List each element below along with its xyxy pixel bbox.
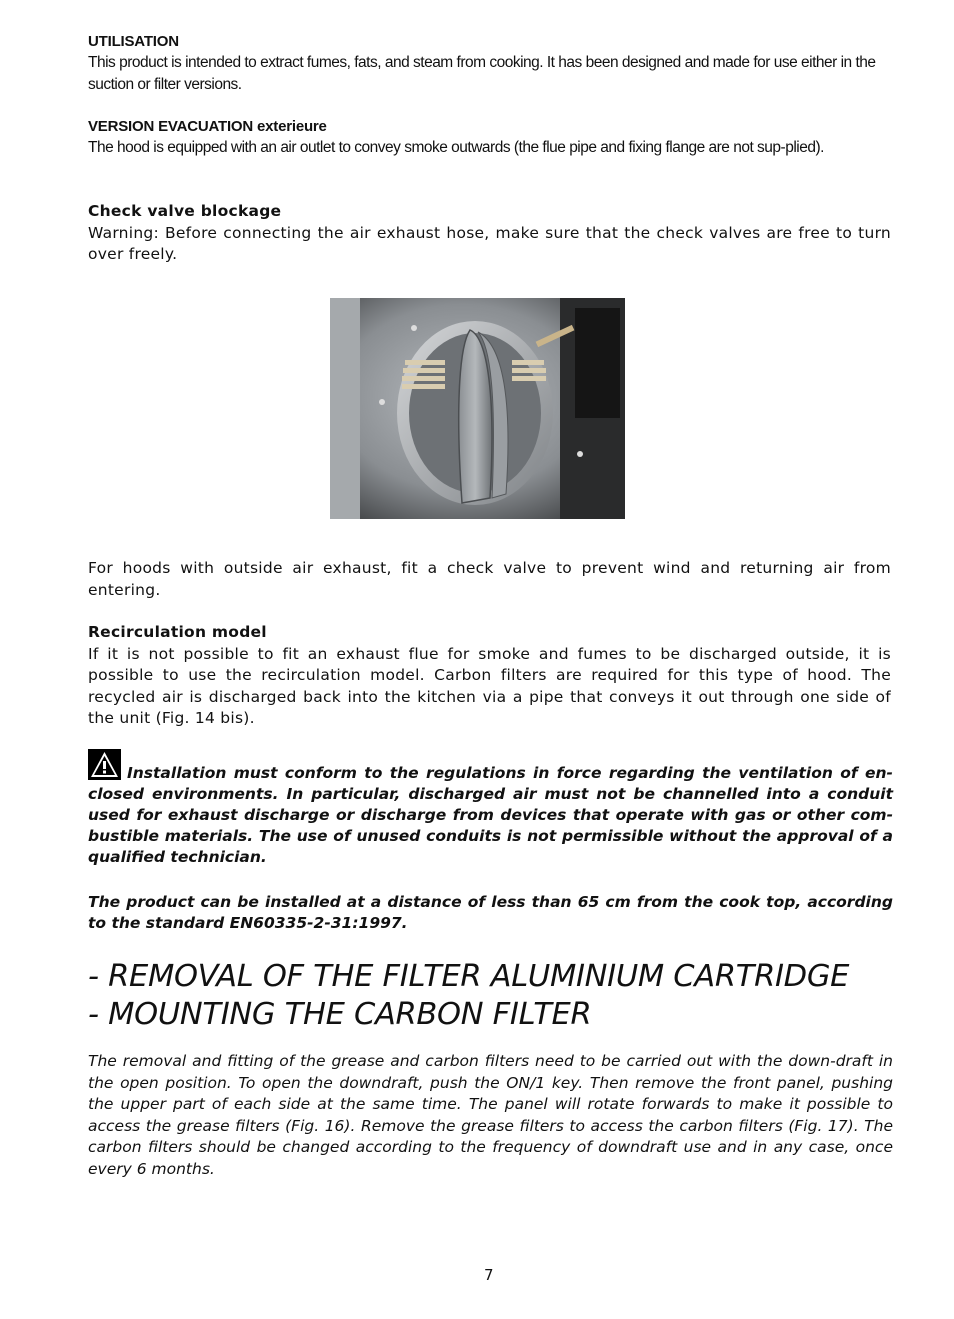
removal-title-line-2: - MOUNTING THE CARBON FILTER: [88, 997, 592, 1032]
warning-triangle-icon: [88, 749, 121, 780]
outside-exhaust-text: For hoods with outside air exhaust, fit a check valve to prevent wind and returning air from entering.: [88, 559, 891, 599]
recirculation-heading: Recirculation model: [88, 623, 267, 641]
distance-note: The product can be installed at a distance of less than 65 cm from the cook top, according to the standard EN60335-2-31:1997.: [88, 893, 893, 932]
check-valve-section: [88, 201, 891, 266]
evacuation-heading: VERSION EVACUATION exterieure: [88, 118, 327, 135]
removal-title: [88, 958, 908, 1034]
warning-paragraph: [88, 749, 893, 868]
check-valve-text: Warning: Before connecting the air exhaust hose, make sure that the check valves are free to turn over freely.: [88, 223, 891, 263]
utilisation-heading: UTILISATION: [88, 33, 179, 50]
removal-text: The removal and fitting of the grease and carbon filters need to be carried out with the down-draft in the open position. To open the downdraft, push the ON/1 key. Then remove the front panel, pushing the upper part of each side at the same time. The panel will rotate forwards to make it possible to access the grease filters (Fig. 16). Remove the grease filters to access the carbon filters (Fig. 17). The carbon filters should be changed according to the frequency of downdraft use and in any case, once every 6 months.: [88, 1052, 893, 1178]
removal-title-line-1: - REMOVAL OF THE FILTER ALUMINIUM CARTRIDGE: [88, 959, 850, 994]
recirculation-section: [88, 622, 891, 730]
evacuation-text: The hood is equipped with an air outlet to convey smoke outwards (the flue pipe and fixing flange are not sup-plied).: [88, 139, 824, 156]
recirculation-text: If it is not possible to fit an exhaust flue for smoke and fumes to be discharged outside, it is possible to use the recirculation model. Carbon filters are required for this type of hood. The recycled air is discharged back into the kitchen via a pipe that conveys it out through one side of the unit (Fig. 14 bis).: [88, 644, 891, 727]
utilisation-text: This product is intended to extract fumes, fats, and steam from cooking. It has been designed and made for use either in the suction or filter versions.: [88, 54, 876, 93]
check-valve-heading: Check valve blockage: [88, 202, 282, 220]
warning-text: Installation must conform to the regulations in force regarding the ventilation of en-closed environments. In particular, discharged air must not be channelled into a conduit used for exhaust discharge or discharge from devices that operate with gas or other com-bustible materials. The use of unused conduits is not permissible without the approval of a qualified technician.: [88, 764, 893, 866]
check-valve-photo: [330, 298, 625, 519]
page-number: 7: [484, 1266, 494, 1284]
